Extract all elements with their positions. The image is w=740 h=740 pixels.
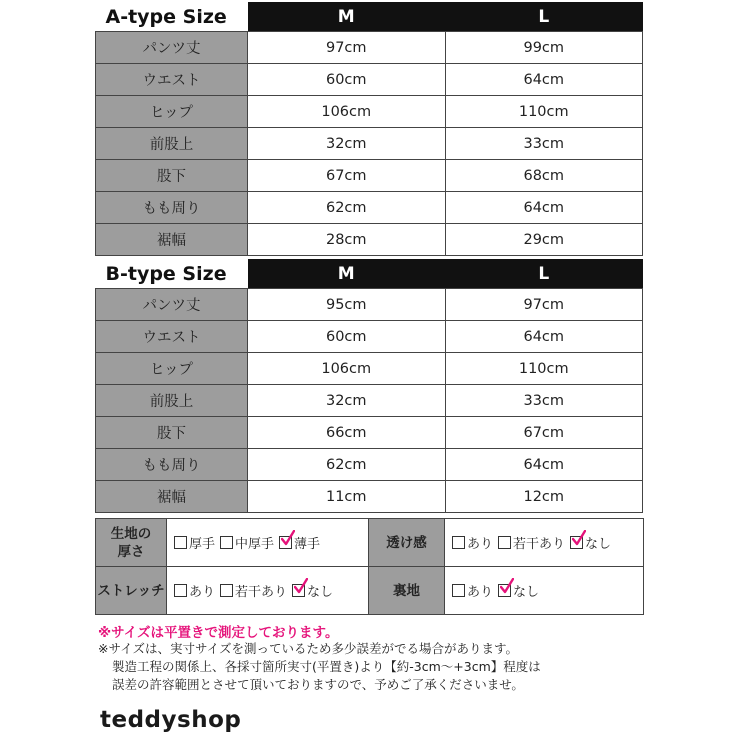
size-l-value: 110cm <box>445 96 643 128</box>
table-row <box>96 481 643 513</box>
checkbox-icon <box>220 584 233 597</box>
checkbox-icon <box>498 536 511 549</box>
size-l-value: 97cm <box>445 289 643 321</box>
size-m-value: 60cm <box>248 64 446 96</box>
fabric-thickness-label: 生地の 厚さ <box>96 519 167 567</box>
option-item <box>220 533 274 552</box>
size-m-value: 28cm <box>248 224 446 256</box>
table-row <box>96 289 643 321</box>
option-item <box>174 581 215 600</box>
measurement-note-line-2: 製造工程の関係上、各採寸箇所実寸(平置き)より【約-3cm〜+3cm】程度は <box>112 659 541 674</box>
measurement-label: 股下 <box>96 160 248 192</box>
size-header-row <box>96 259 643 289</box>
fabric-thickness-options <box>167 519 369 567</box>
table-row <box>96 192 643 224</box>
lining-label: 裏地 <box>369 567 445 615</box>
option-label: 若干あり <box>513 537 566 552</box>
table-row <box>96 353 643 385</box>
size-l-value: 64cm <box>445 449 643 481</box>
size-l-value: 64cm <box>445 321 643 353</box>
size-l-value: 64cm <box>445 192 643 224</box>
measurement-label: 裾幅 <box>96 224 248 256</box>
measurement-label: ウエスト <box>96 321 248 353</box>
sheer-label: 透け感 <box>369 519 445 567</box>
measurement-label: パンツ丈 <box>96 289 248 321</box>
column-header-l: L <box>445 259 643 289</box>
option-item <box>498 581 539 600</box>
option-item <box>452 581 493 600</box>
measurement-label: 股下 <box>96 417 248 449</box>
checkbox-icon <box>174 536 187 549</box>
option-label: あり <box>467 537 494 552</box>
measurement-label: 前股上 <box>96 385 248 417</box>
option-label: あり <box>189 585 216 600</box>
size-l-value: 12cm <box>445 481 643 513</box>
stretch-label: ストレッチ <box>96 567 167 615</box>
column-header-m: M <box>248 2 446 32</box>
fabric-attributes-table <box>95 518 644 615</box>
checkbox-icon <box>220 536 233 549</box>
option-item <box>174 533 215 552</box>
sheer-options <box>445 519 644 567</box>
option-item <box>452 533 493 552</box>
size-m-value: 60cm <box>248 321 446 353</box>
flat-measure-note: ※サイズは平置きで測定しております。 <box>98 625 339 641</box>
size-m-value: 106cm <box>248 96 446 128</box>
size-header-row <box>96 2 643 32</box>
measurement-label: パンツ丈 <box>96 32 248 64</box>
table-row <box>96 160 643 192</box>
option-item <box>498 533 565 552</box>
table-row <box>96 224 643 256</box>
table-row <box>96 96 643 128</box>
option-item <box>279 533 320 552</box>
stretch-options <box>167 567 369 615</box>
column-header-l: L <box>445 2 643 32</box>
option-label: 中厚手 <box>235 537 275 552</box>
table-row <box>96 128 643 160</box>
size-m-value: 67cm <box>248 160 446 192</box>
checkbox-icon <box>174 584 187 597</box>
option-item <box>220 581 287 600</box>
size-l-value: 64cm <box>445 64 643 96</box>
measurement-label: ヒップ <box>96 353 248 385</box>
option-item <box>570 533 611 552</box>
option-label: なし <box>307 585 334 600</box>
size-l-value: 33cm <box>445 385 643 417</box>
measurement-note-line-3: 誤差の許容範囲とさせて頂いておりますので、予めご了承くださいませ。 <box>112 677 524 692</box>
option-label: 薄手 <box>294 537 321 552</box>
checkmark-icon <box>500 578 514 594</box>
size-l-value: 33cm <box>445 128 643 160</box>
size-m-value: 62cm <box>248 192 446 224</box>
size-table-b <box>95 259 643 513</box>
table-row <box>96 417 643 449</box>
size-m-value: 32cm <box>248 128 446 160</box>
measurement-label: 裾幅 <box>96 481 248 513</box>
checkmark-icon <box>572 530 586 546</box>
table-row <box>96 385 643 417</box>
checkbox-icon <box>452 536 465 549</box>
measurement-label: 前股上 <box>96 128 248 160</box>
table-row <box>96 321 643 353</box>
size-l-value: 99cm <box>445 32 643 64</box>
lining-options <box>445 567 644 615</box>
size-m-value: 66cm <box>248 417 446 449</box>
teddyshop-logo: teddyshop <box>100 707 242 733</box>
checkbox-icon <box>452 584 465 597</box>
option-label: なし <box>585 537 612 552</box>
table-row <box>96 64 643 96</box>
size-m-value: 62cm <box>248 449 446 481</box>
measurement-note-line-1: ※サイズは、実寸サイズを測っているため多少誤差がでる場合があります。 <box>98 641 518 656</box>
checkmark-icon <box>294 578 308 594</box>
measurement-label: ウエスト <box>96 64 248 96</box>
measurement-label: もも周り <box>96 192 248 224</box>
size-table-a <box>95 2 643 256</box>
checkbox-icon <box>570 536 583 549</box>
size-l-value: 110cm <box>445 353 643 385</box>
checkbox-icon <box>279 536 292 549</box>
size-l-value: 67cm <box>445 417 643 449</box>
table-row <box>96 32 643 64</box>
size-m-value: 32cm <box>248 385 446 417</box>
size-table-title: A-type Size <box>96 2 248 32</box>
option-label: 厚手 <box>189 537 216 552</box>
measurement-label: もも周り <box>96 449 248 481</box>
column-header-m: M <box>248 259 446 289</box>
size-m-value: 97cm <box>248 32 446 64</box>
option-label: あり <box>467 585 494 600</box>
size-m-value: 95cm <box>248 289 446 321</box>
measurement-label: ヒップ <box>96 96 248 128</box>
option-label: 若干あり <box>235 585 288 600</box>
size-m-value: 106cm <box>248 353 446 385</box>
table-row <box>96 449 643 481</box>
option-label: なし <box>513 585 540 600</box>
option-item <box>292 581 333 600</box>
size-m-value: 11cm <box>248 481 446 513</box>
checkmark-icon <box>281 530 295 546</box>
checkbox-icon <box>292 584 305 597</box>
checkbox-icon <box>498 584 511 597</box>
size-table-title: B-type Size <box>96 259 248 289</box>
size-l-value: 29cm <box>445 224 643 256</box>
size-l-value: 68cm <box>445 160 643 192</box>
